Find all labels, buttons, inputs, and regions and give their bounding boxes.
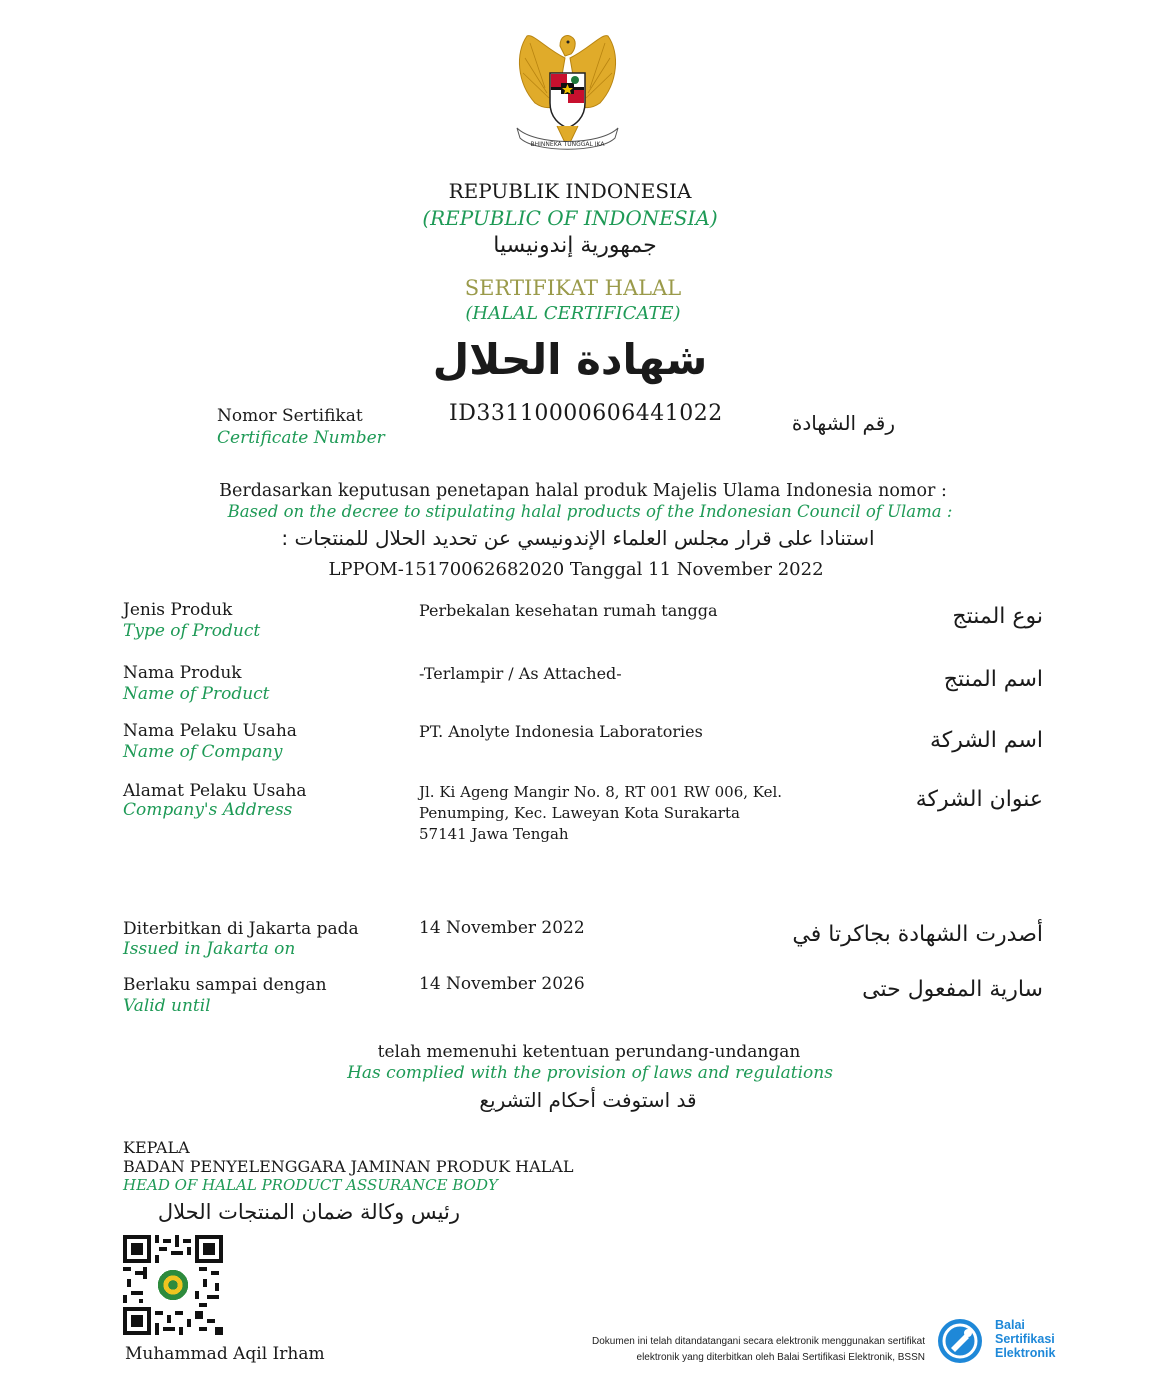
signatory-name: Muhammad Aqil Irham	[125, 1344, 325, 1364]
product-type-label-en: Type of Product	[123, 621, 261, 641]
republic-title: REPUBLIK INDONESIA	[448, 179, 692, 203]
valid-date: 14 November 2026	[419, 974, 585, 994]
company-address-label-ar: عنوان الشركة	[915, 787, 1043, 812]
company-name-value: PT. Anolyte Indonesia Laboratories	[419, 722, 703, 741]
product-name-label-en: Name of Product	[123, 684, 270, 704]
notice-line-1: Dokumen ini telah ditandatangani secara elektronik menggunakan sertifikat	[592, 1336, 925, 1347]
valid-label: Berlaku sampai dengan	[123, 975, 327, 995]
company-address-value	[419, 782, 782, 845]
bsre-logo-text	[995, 1318, 1055, 1360]
product-name-label: Nama Produk	[123, 663, 242, 683]
qr-code	[123, 1235, 223, 1335]
bsre-line-3: Elektronik	[995, 1346, 1056, 1360]
decree-reference: LPPOM-15170062682020 Tanggal 11 November 2022	[328, 559, 824, 580]
emblem-motto: BHINNEKA TUNGGAL IKA	[530, 141, 605, 148]
company-address-label: Alamat Pelaku Usaha	[123, 781, 307, 801]
decree-text: Berdasarkan keputusan penetapan halal produk Majelis Ulama Indonesia nomor :	[219, 481, 947, 501]
bsre-line-1: Balai	[995, 1318, 1025, 1332]
signatory-title-2: BADAN PENYELENGGARA JAMINAN PRODUK HALAL	[123, 1157, 574, 1176]
compliance-text-en: Has complied with the provision of laws and regulations	[347, 1063, 833, 1083]
company-address-label-en: Company's Address	[123, 800, 293, 820]
notice-line-2: elektronik yang diterbitkan oleh Balai Sertifikasi Elektronik, BSSN	[636, 1352, 925, 1363]
certificate-title: SERTIFIKAT HALAL	[464, 276, 682, 300]
address-line-2: Penumping, Kec. Laweyan Kota Surakarta	[419, 804, 740, 822]
valid-label-ar: سارية المفعول حتى	[862, 977, 1043, 1002]
decree-text-en: Based on the decree to stipulating halal products of the Indonesian Council of Ulama :	[227, 502, 953, 521]
issued-label-en: Issued in Jakarta on	[123, 939, 296, 959]
address-line-3: 57141 Jawa Tengah	[419, 825, 569, 843]
certificate-title-en: (HALAL CERTIFICATE)	[465, 303, 681, 324]
issued-label-ar: أصدرت الشهادة بجاكرتا في	[792, 922, 1043, 947]
issued-date: 14 November 2022	[419, 918, 585, 938]
signatory-title-en: HEAD OF HALAL PRODUCT ASSURANCE BODY	[123, 1176, 498, 1194]
decree-text-ar: استنادا على قرار مجلس العلماء الإندونيسي عن تحديد الحلال للمنتجات :	[281, 526, 875, 550]
republic-title-ar: جمهورية إندونيسيا	[493, 233, 657, 258]
product-name-label-ar: اسم المنتج	[943, 667, 1043, 692]
compliance-text-ar: قد استوفت أحكام التشريع	[479, 1088, 697, 1112]
company-name-label-en: Name of Company	[123, 742, 283, 762]
cert-number-value: ID33110000606441022	[449, 401, 723, 426]
e-signature-notice	[520, 1334, 925, 1366]
compliance-text: telah memenuhi ketentuan perundang-undangan	[377, 1042, 801, 1062]
cert-number-label-en: Certificate Number	[217, 428, 385, 448]
cert-number-label-ar: رقم الشهادة	[791, 411, 895, 435]
signatory-title-ar: رئيس وكالة ضمان المنتجات الحلال	[157, 1200, 460, 1224]
company-name-label-ar: اسم الشركة	[929, 728, 1043, 753]
product-name-value: -Terlampir / As Attached-	[419, 664, 622, 683]
issued-label: Diterbitkan di Jakarta pada	[123, 919, 359, 939]
certificate-title-ar: شهادة الحلال	[432, 335, 708, 384]
bsre-logo-icon	[935, 1316, 985, 1366]
cert-number-label: Nomor Sertifikat	[217, 406, 363, 426]
address-line-1: Jl. Ki Ageng Mangir No. 8, RT 001 RW 006, Kel.	[419, 783, 783, 801]
product-type-value: Perbekalan kesehatan rumah tangga	[419, 601, 718, 620]
product-type-label-ar: نوع المنتج	[952, 604, 1043, 629]
product-type-label: Jenis Produk	[123, 600, 233, 620]
republic-title-en: (REPUBLIC OF INDONESIA)	[422, 206, 718, 230]
bsre-line-2: Sertifikasi	[995, 1332, 1055, 1346]
signatory-title-1: KEPALA	[123, 1138, 190, 1157]
valid-label-en: Valid until	[123, 996, 211, 1016]
company-name-label: Nama Pelaku Usaha	[123, 721, 297, 741]
